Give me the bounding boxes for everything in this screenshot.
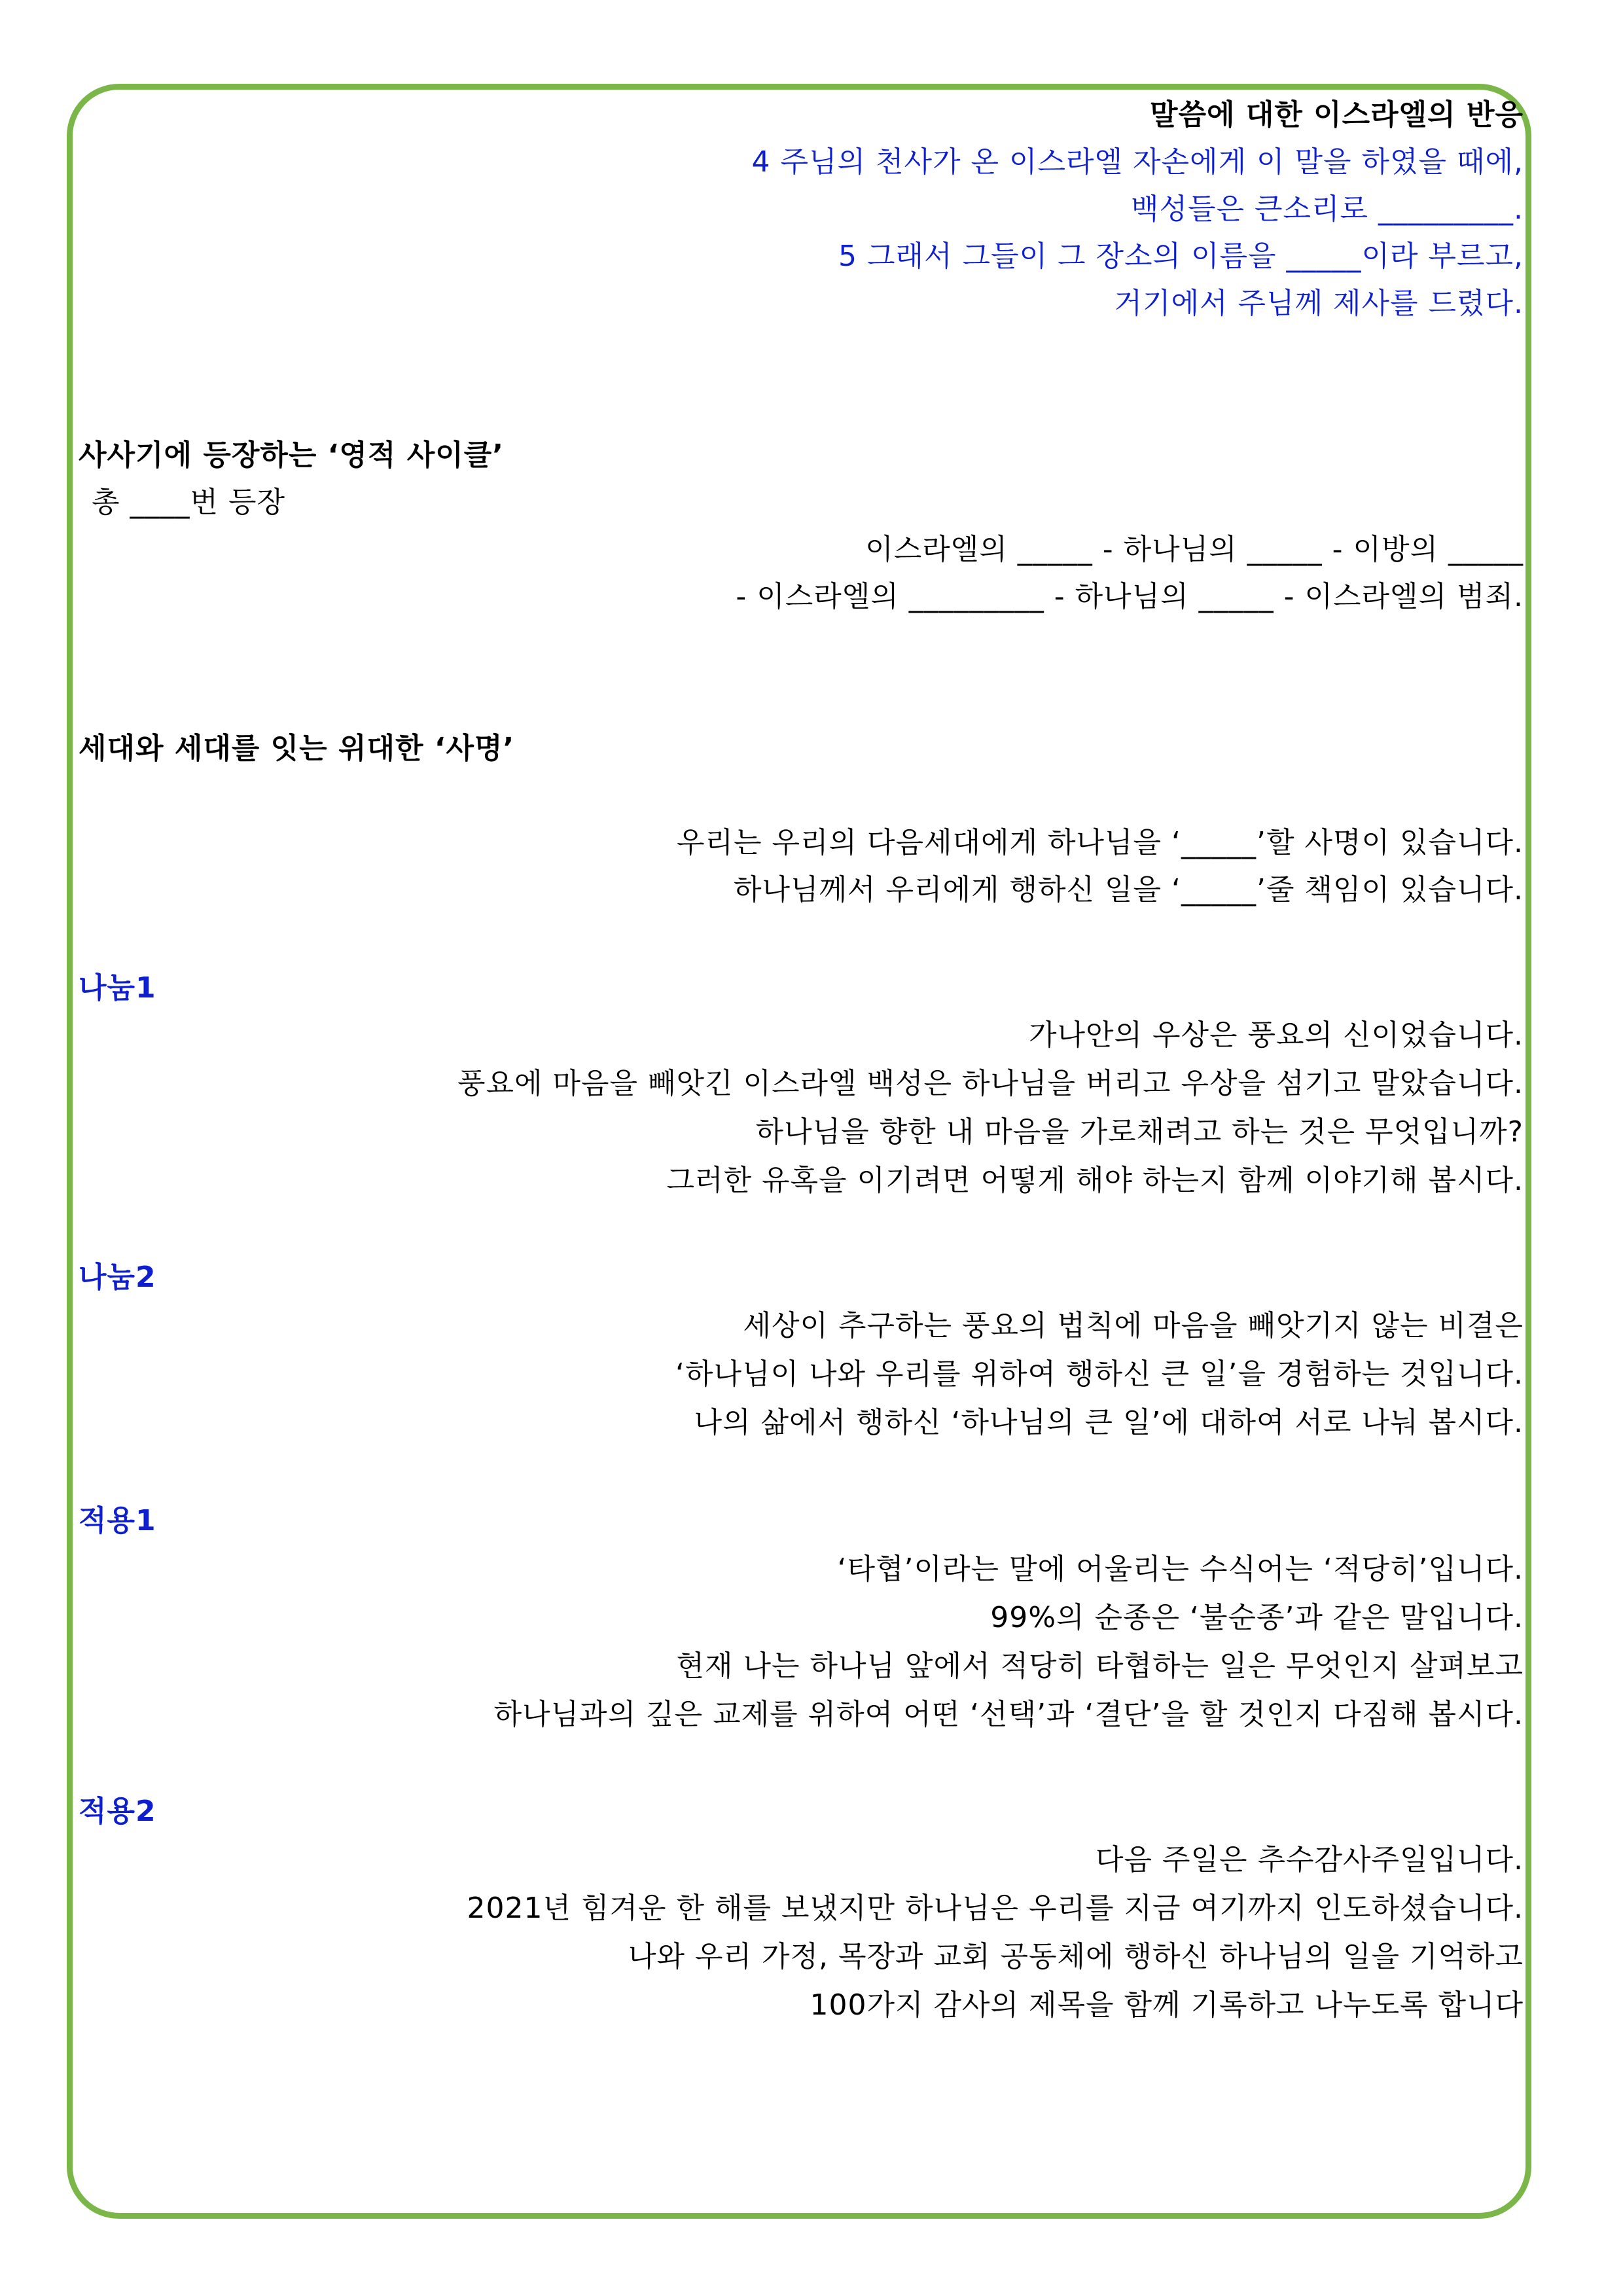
cycle-line: - 이스라엘의 _________ - 하나님의 _____ - 이스라엘의 범죄. <box>736 580 1524 613</box>
share2-line: 세상이 추구하는 풍요의 법칙에 마음을 빼앗기지 않는 비결은 <box>743 1309 1524 1342</box>
apply1-line: 현재 나는 하나님 앞에서 적당히 타협하는 일은 무엇인지 살펴보고 <box>676 1649 1524 1683</box>
apply1-line: 99%의 순종은 ‘불순종’과 같은 말입니다. <box>990 1601 1524 1634</box>
share2-line: 나의 삶에서 행하신 ‘하나님의 큰 일’에 대하여 서로 나눠 봅시다. <box>694 1406 1524 1439</box>
verse-line: 백성들은 큰소리로 _________. <box>1131 192 1524 226</box>
verse-line: 5 그래서 그들이 그 장소의 이름을 _____이라 부르고, <box>838 240 1524 273</box>
mission-line: 우리는 우리의 다음세대에게 하나님을 ‘_____’할 사명이 있습니다. <box>677 826 1524 859</box>
share1-line: 하나님을 향한 내 마음을 가로채려고 하는 것은 무엇입니까? <box>755 1115 1524 1149</box>
share1-title: 나눔1 <box>79 971 156 1005</box>
apply2-line: 2021년 힘겨운 한 해를 보냈지만 하나님은 우리를 지금 여기까지 인도하셨습니다. <box>467 1892 1524 1925</box>
section-title-spiritual-cycle: 사사기에 등장하는 ‘영적 사이클’ <box>79 439 504 472</box>
mission-line: 하나님께서 우리에게 행하신 일을 ‘_____’줄 책임이 있습니다. <box>734 873 1524 906</box>
share2-title: 나눔2 <box>79 1261 156 1294</box>
cycle-count-line: 총 ____번 등장 <box>92 486 285 519</box>
apply2-title: 적용2 <box>79 1795 156 1828</box>
share1-line: 풍요에 마음을 빼앗긴 이스라엘 백성은 하나님을 버리고 우상을 섬기고 말았습니다. <box>457 1067 1524 1100</box>
apply1-title: 적용1 <box>79 1504 156 1537</box>
verse-line: 거기에서 주님께 제사를 드렸다. <box>1114 287 1524 320</box>
apply2-line: 다음 주일은 추수감사주일입니다. <box>1095 1843 1524 1876</box>
share2-line: ‘하나님이 나와 우리를 위하여 행하신 큰 일’을 경험하는 것입니다. <box>675 1357 1524 1391</box>
apply2-line: 100가지 감사의 제목을 함께 기록하고 나누도록 합니다 <box>810 1988 1524 2022</box>
share1-line: 그러한 유혹을 이기려면 어떻게 해야 하는지 함께 이야기해 봅시다. <box>666 1164 1524 1197</box>
share1-line: 가나안의 우상은 풍요의 신이었습니다. <box>1028 1018 1524 1052</box>
apply1-line: ‘타협’이라는 말에 어울리는 수식어는 ‘적당히’입니다. <box>837 1552 1524 1586</box>
section-title-mission: 세대와 세대를 잇는 위대한 ‘사명’ <box>79 732 515 765</box>
apply1-line: 하나님과의 깊은 교제를 위하여 어떤 ‘선택’과 ‘결단’을 할 것인지 다짐해 봅시다. <box>493 1698 1524 1731</box>
section-title-israel-response: 말씀에 대한 이스라엘의 반응 <box>1149 98 1524 132</box>
cycle-line: 이스라엘의 _____ - 하나님의 _____ - 이방의 _____ <box>865 533 1524 566</box>
verse-line: 4 주님의 천사가 온 이스라엘 자손에게 이 말을 하였을 때에, <box>751 145 1524 179</box>
apply2-line: 나와 우리 가정, 목장과 교회 공동체에 행하신 하나님의 일을 기억하고 <box>628 1940 1524 1973</box>
